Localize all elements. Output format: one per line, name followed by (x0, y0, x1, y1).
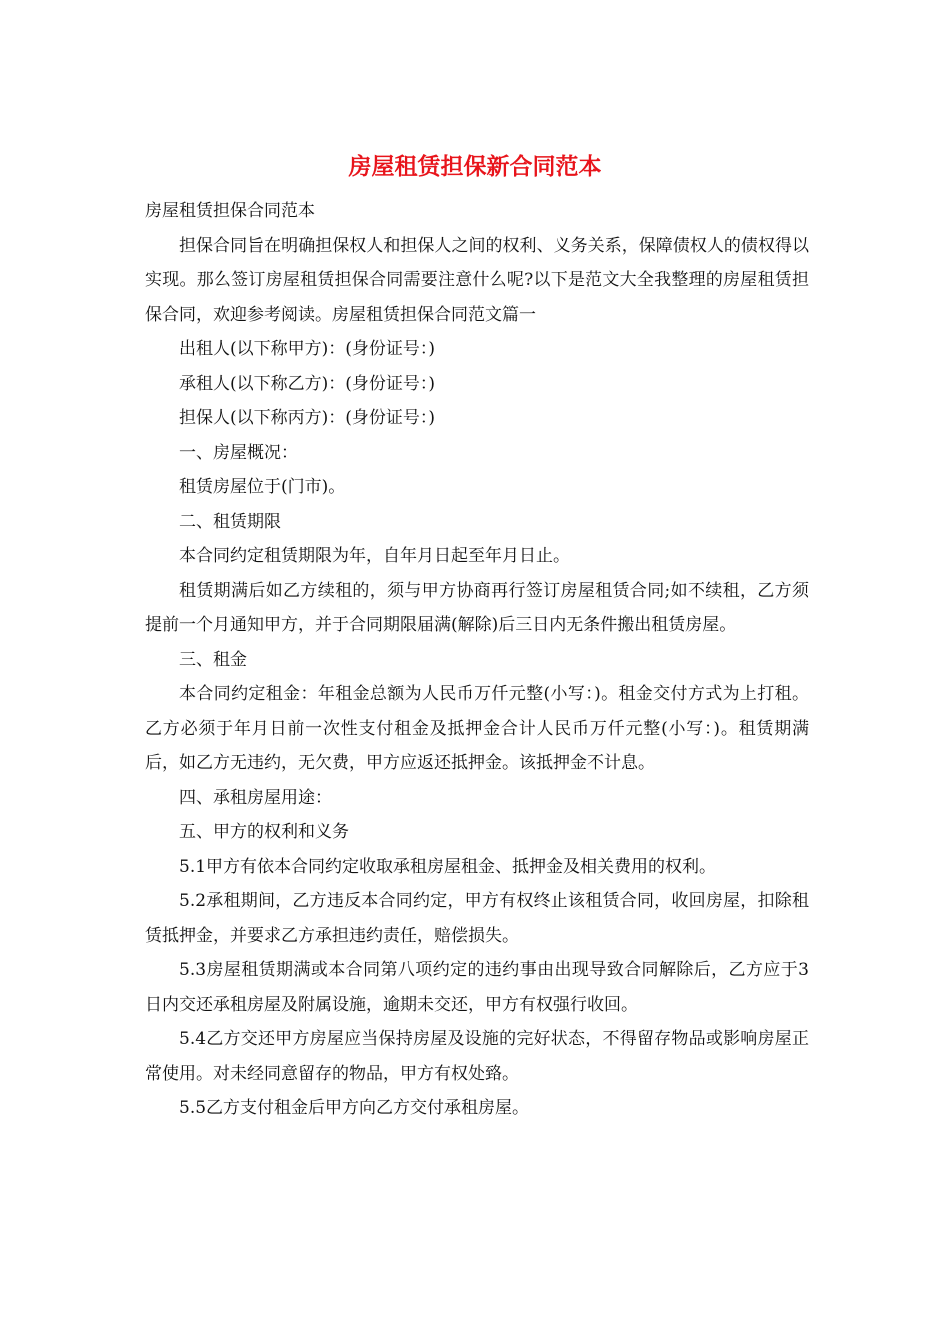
clause-5-1: 5.1甲方有依本合同约定收取承租房屋租金、抵押金及相关费用的权利。 (179, 856, 717, 877)
section-heading-rent: 三、租金 (179, 649, 247, 670)
section-heading-usage: 四、承租房屋用途： (179, 787, 332, 808)
section-heading-term: 二、租赁期限 (179, 511, 281, 532)
clause-5-2: 5.2承租期间，乙方违反本合同约定，甲方有权终止该租赁合同，收回房屋，扣除租赁抵押金，并要求乙方承担违约责任，赔偿损失。 (145, 891, 809, 946)
rent-paragraph: 本合同约定租金：年租金总额为人民币万仟元整(小写：)。租金交付方式为上打租。乙方必须于年月日前一次性支付租金及抵押金合计人民币万仟元整(小写：)。租赁期满后，如乙方无违约，无欠费，甲方应返还抵押金。该抵押金不计息。 (145, 684, 809, 773)
clause-5-3: 5.3房屋租赁期满或本合同第八项约定的违约事由出现导致合同解除后，乙方应于3日内交还承租房屋及附属设施，逾期未交还，甲方有权强行收回。 (145, 960, 809, 1015)
property-location: 租赁房屋位于(门市)。 (179, 477, 346, 497)
clause-5-5: 5.5乙方支付租金后甲方向乙方交付承租房屋。 (179, 1098, 530, 1118)
subtitle-paragraph: 房屋租赁担保合同范本 (145, 201, 315, 221)
section-heading-property: 一、房屋概况： (179, 442, 298, 463)
party-lessor: 出租人(以下称甲方)：(身份证号：) (179, 339, 436, 359)
intro-paragraph: 担保合同旨在明确担保权人和担保人之间的权利、义务关系，保障债权人的债权得以实现。那么签订房屋租赁担保合同需要注意什么呢?以下是范文大全我整理的房屋租赁担保合同，欢迎参考阅读。房屋租赁担保合同范文篇一 (145, 235, 809, 325)
section-heading-lessor-rights: 五、甲方的权利和义务 (179, 822, 349, 842)
party-lessee: 承租人(以下称乙方)：(身份证号：) (179, 373, 436, 394)
clause-5-4: 5.4乙方交还甲方房屋应当保持房屋及设施的完好状态，不得留存物品或影响房屋正常使用。对未经同意留存的物品，甲方有权处臵。 (145, 1029, 809, 1084)
document-body (145, 194, 809, 1126)
party-guarantor: 担保人(以下称丙方)：(身份证号：) (179, 408, 436, 428)
renewal-paragraph: 租赁期满后如乙方续租的，须与甲方协商再行签订房屋租赁合同;如不续租，乙方须提前一个月通知甲方，并于合同期限届满(解除)后三日内无条件搬出租赁房屋。 (145, 580, 809, 635)
term-paragraph: 本合同约定租赁期限为年，自年月日起至年月日止。 (179, 546, 570, 566)
document-title: 房屋租赁担保新合同范本 (348, 153, 602, 180)
